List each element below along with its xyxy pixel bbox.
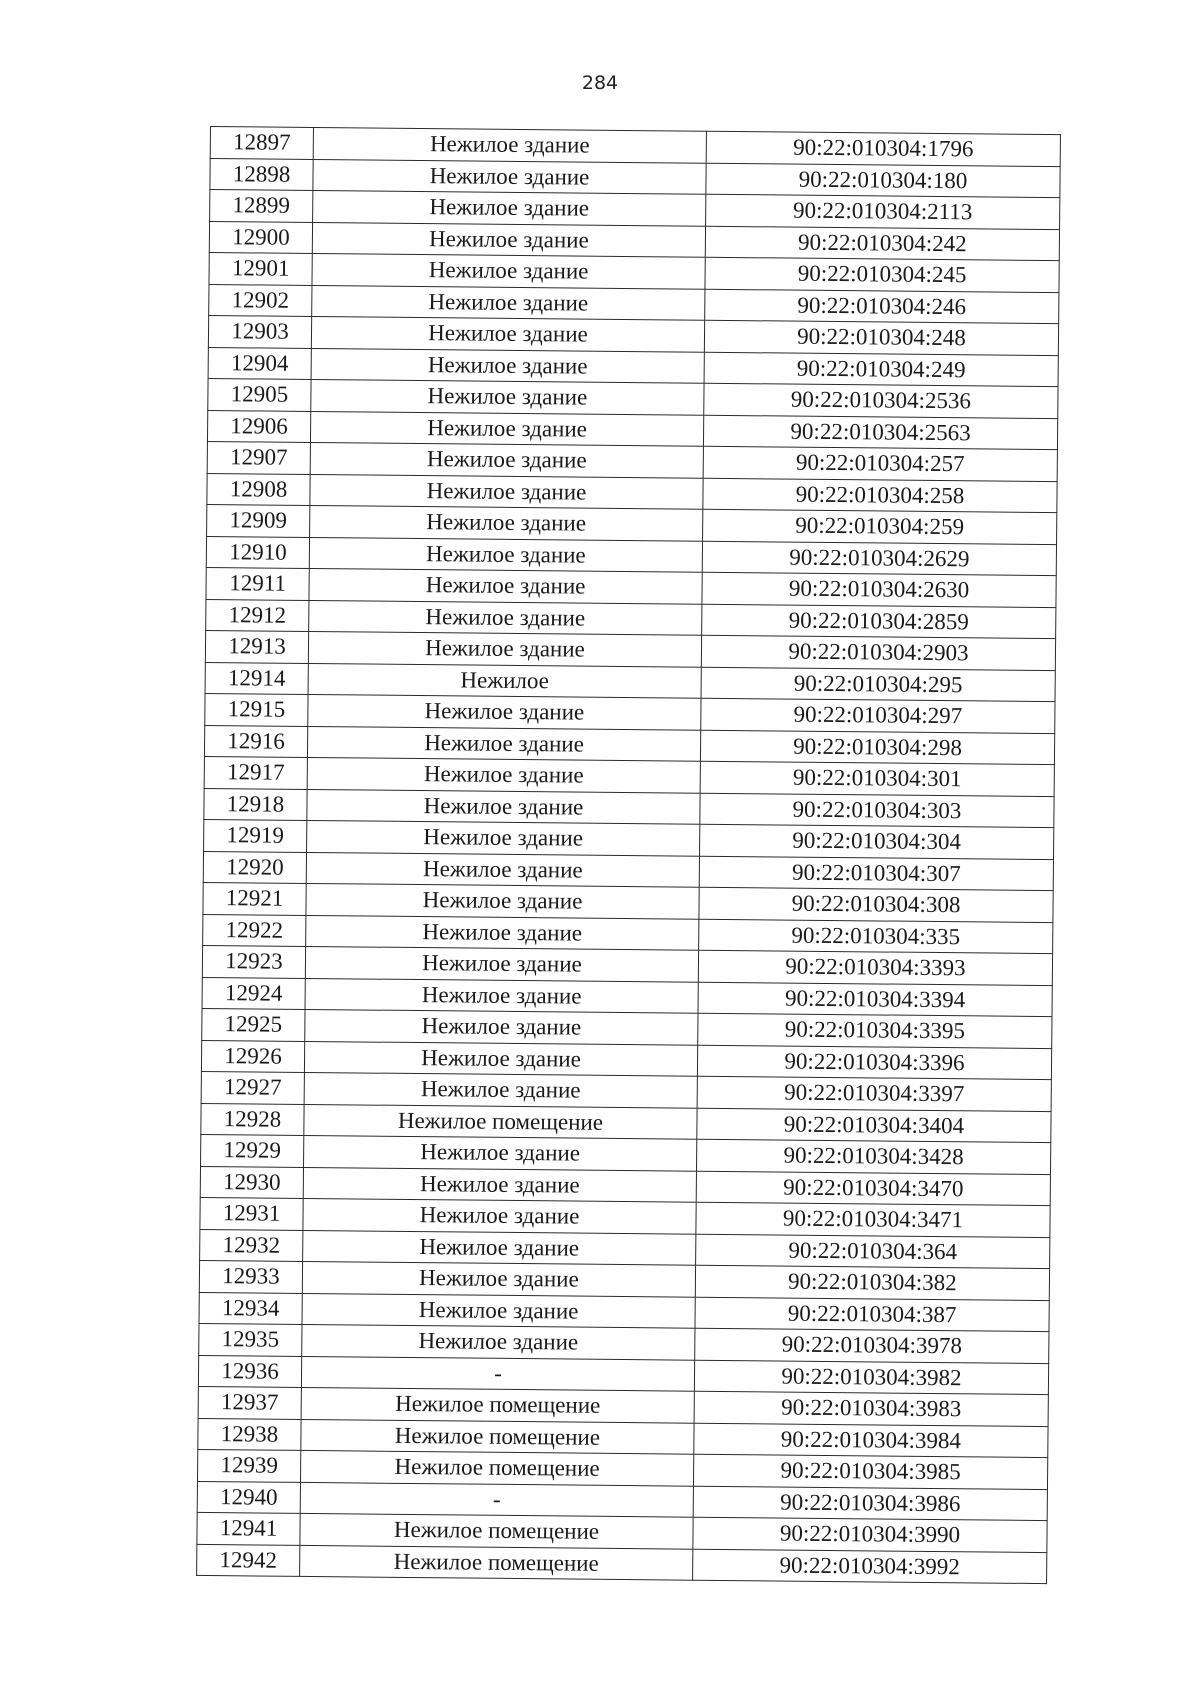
cadastral-number-cell: 90:22:010304:387 — [695, 1297, 1049, 1332]
object-type-cell: Нежилое здание — [311, 348, 704, 383]
cadastral-number-cell: 90:22:010304:382 — [695, 1265, 1049, 1300]
object-type-cell: Нежилое здание — [305, 1009, 698, 1044]
cadastral-number-cell: 90:22:010304:3990 — [693, 1517, 1047, 1552]
object-type-cell: Нежилое здание — [313, 159, 706, 194]
row-number-cell: 12905 — [208, 378, 311, 410]
cadastral-number-cell: 90:22:010304:2536 — [704, 383, 1058, 418]
row-number-cell: 12923 — [202, 945, 305, 977]
cadastral-number-cell: 90:22:010304:3470 — [696, 1171, 1050, 1206]
object-type-cell: Нежилое здание — [312, 253, 705, 288]
row-number-cell: 12908 — [207, 473, 310, 505]
row-number-cell: 12940 — [197, 1481, 300, 1513]
object-type-cell: Нежилое здание — [311, 379, 704, 414]
cadastral-number-cell: 90:22:010304:3992 — [693, 1549, 1047, 1584]
row-number-cell: 12907 — [207, 441, 310, 473]
row-number-cell: 12910 — [206, 536, 309, 568]
cadastral-number-cell: 90:22:010304:248 — [704, 320, 1058, 355]
object-type-cell: Нежилое здание — [313, 190, 706, 225]
object-type-cell: Нежилое помещение — [300, 1545, 693, 1580]
row-number-cell: 12922 — [203, 914, 306, 946]
cadastral-number-cell: 90:22:010304:245 — [705, 257, 1059, 292]
row-number-cell: 12931 — [200, 1197, 303, 1229]
cadastral-number-cell: 90:22:010304:3393 — [698, 950, 1052, 985]
row-number-cell: 12941 — [197, 1512, 300, 1544]
cadastral-number-cell: 90:22:010304:3471 — [696, 1202, 1050, 1237]
row-number-cell: 12929 — [201, 1134, 304, 1166]
cadastral-number-cell: 90:22:010304:246 — [705, 289, 1059, 324]
object-type-cell: Нежилое здание — [307, 726, 700, 761]
object-type-cell: Нежилое здание — [303, 1198, 696, 1233]
cadastral-number-cell: 90:22:010304:2563 — [703, 415, 1057, 450]
cadastral-number-cell: 90:22:010304:3404 — [697, 1108, 1051, 1143]
object-type-cell: Нежилое здание — [307, 757, 700, 792]
object-type-cell: Нежилое здание — [306, 915, 699, 950]
object-type-cell: Нежилое помещение — [301, 1387, 694, 1422]
row-number-cell: 12926 — [201, 1040, 304, 1072]
row-number-cell: 12904 — [208, 347, 311, 379]
object-type-cell: Нежилое здание — [304, 1041, 697, 1076]
object-type-cell: Нежилое здание — [302, 1293, 695, 1328]
row-number-cell: 12933 — [199, 1260, 302, 1292]
row-number-cell: 12938 — [198, 1418, 301, 1450]
cadastral-number-cell: 90:22:010304:2629 — [702, 541, 1056, 576]
object-type-cell: Нежилое здание — [302, 1261, 695, 1296]
row-number-cell: 12912 — [206, 599, 309, 631]
cadastral-number-cell: 90:22:010304:258 — [703, 478, 1057, 513]
object-type-cell: Нежилое здание — [305, 978, 698, 1013]
object-type-cell: Нежилое здание — [304, 1135, 697, 1170]
cadastral-number-cell: 90:22:010304:3982 — [694, 1360, 1048, 1395]
object-type-cell: Нежилое здание — [313, 127, 706, 162]
row-number-cell: 12918 — [204, 788, 307, 820]
cadastral-number-cell: 90:22:010304:301 — [700, 761, 1054, 796]
row-number-cell: 12924 — [202, 977, 305, 1009]
cadastral-number-cell: 90:22:010304:3984 — [694, 1423, 1048, 1458]
row-number-cell: 12937 — [198, 1386, 301, 1418]
cadastral-number-cell: 90:22:010304:3428 — [696, 1139, 1050, 1174]
object-type-cell: Нежилое здание — [308, 694, 701, 729]
row-number-cell: 12900 — [209, 221, 312, 253]
registry-table — [196, 126, 1061, 1584]
row-number-cell: 12939 — [197, 1449, 300, 1481]
cadastral-number-cell: 90:22:010304:3986 — [693, 1486, 1047, 1521]
row-number-cell: 12915 — [205, 693, 308, 725]
cadastral-number-cell: 90:22:010304:3396 — [697, 1045, 1051, 1080]
object-type-cell: Нежилое здание — [302, 1324, 695, 1359]
cadastral-number-cell: 90:22:010304:304 — [700, 824, 1054, 859]
cadastral-number-cell: 90:22:010304:307 — [699, 856, 1053, 891]
object-type-cell: Нежилое помещение — [301, 1419, 694, 1454]
object-type-cell: Нежилое здание — [312, 222, 705, 257]
object-type-cell: Нежилое здание — [309, 568, 702, 603]
object-type-cell: Нежилое здание — [311, 316, 704, 351]
registry-table-container — [196, 126, 1060, 1584]
cadastral-number-cell: 90:22:010304:3395 — [698, 1013, 1052, 1048]
object-type-cell: - — [301, 1356, 694, 1391]
row-number-cell: 12902 — [209, 284, 312, 316]
cadastral-number-cell: 90:22:010304:308 — [699, 887, 1053, 922]
row-number-cell: 12897 — [210, 127, 313, 159]
object-type-cell: Нежилое здание — [303, 1167, 696, 1202]
cadastral-number-cell: 90:22:010304:3983 — [694, 1391, 1048, 1426]
cadastral-number-cell: 90:22:010304:297 — [701, 698, 1055, 733]
object-type-cell: Нежилое здание — [306, 883, 699, 918]
object-type-cell: Нежилое здание — [309, 600, 702, 635]
row-number-cell: 12916 — [204, 725, 307, 757]
row-number-cell: 12920 — [203, 851, 306, 883]
row-number-cell: 12930 — [200, 1166, 303, 1198]
cadastral-number-cell: 90:22:010304:295 — [701, 667, 1055, 702]
cadastral-number-cell: 90:22:010304:3985 — [693, 1454, 1047, 1489]
object-type-cell: Нежилое здание — [306, 852, 699, 887]
object-type-cell: Нежилое — [308, 663, 701, 698]
cadastral-number-cell: 90:22:010304:3394 — [698, 982, 1052, 1017]
cadastral-number-cell: 90:22:010304:2113 — [706, 194, 1060, 229]
object-type-cell: Нежилое помещение — [300, 1450, 693, 1485]
cadastral-number-cell: 90:22:010304:2859 — [702, 604, 1056, 639]
row-number-cell: 12936 — [198, 1355, 301, 1387]
object-type-cell: Нежилое здание — [305, 946, 698, 981]
object-type-cell: Нежилое здание — [312, 285, 705, 320]
row-number-cell: 12942 — [197, 1544, 300, 1576]
cadastral-number-cell: 90:22:010304:242 — [705, 226, 1059, 261]
object-type-cell: Нежилое здание — [304, 1072, 697, 1107]
row-number-cell: 12898 — [210, 158, 313, 190]
object-type-cell: Нежилое здание — [309, 537, 702, 572]
object-type-cell: - — [300, 1482, 693, 1517]
row-number-cell: 12935 — [199, 1323, 302, 1355]
object-type-cell: Нежилое здание — [307, 820, 700, 855]
cadastral-number-cell: 90:22:010304:3397 — [697, 1076, 1051, 1111]
object-type-cell: Нежилое здание — [308, 631, 701, 666]
cadastral-number-cell: 90:22:010304:249 — [704, 352, 1058, 387]
row-number-cell: 12899 — [210, 190, 313, 222]
row-number-cell: 12932 — [200, 1229, 303, 1261]
object-type-cell: Нежилое помещение — [304, 1104, 697, 1139]
cadastral-number-cell: 90:22:010304:364 — [696, 1234, 1050, 1269]
cadastral-number-cell: 90:22:010304:303 — [700, 793, 1054, 828]
row-number-cell: 12909 — [207, 504, 310, 536]
cadastral-number-cell: 90:22:010304:259 — [703, 509, 1057, 544]
object-type-cell: Нежилое здание — [303, 1230, 696, 1265]
object-type-cell: Нежилое помещение — [300, 1513, 693, 1548]
row-number-cell: 12913 — [205, 630, 308, 662]
row-number-cell: 12901 — [209, 252, 312, 284]
cadastral-number-cell: 90:22:010304:3978 — [695, 1328, 1049, 1363]
cadastral-number-cell: 90:22:010304:1796 — [706, 131, 1060, 166]
object-type-cell: Нежилое здание — [310, 474, 703, 509]
row-number-cell: 12903 — [208, 315, 311, 347]
row-number-cell: 12934 — [199, 1292, 302, 1324]
cadastral-number-cell: 90:22:010304:2903 — [701, 635, 1055, 670]
row-number-cell: 12917 — [204, 756, 307, 788]
object-type-cell: Нежилое здание — [310, 411, 703, 446]
row-number-cell: 12928 — [201, 1103, 304, 1135]
cadastral-number-cell: 90:22:010304:2630 — [702, 572, 1056, 607]
row-number-cell: 12914 — [205, 662, 308, 694]
cadastral-number-cell: 90:22:010304:257 — [703, 446, 1057, 481]
object-type-cell: Нежилое здание — [307, 789, 700, 824]
registry-table-body — [197, 127, 1061, 1584]
row-number-cell: 12925 — [202, 1008, 305, 1040]
row-number-cell: 12919 — [204, 819, 307, 851]
row-number-cell: 12921 — [203, 882, 306, 914]
row-number-cell: 12911 — [206, 567, 309, 599]
cadastral-number-cell: 90:22:010304:298 — [700, 730, 1054, 765]
object-type-cell: Нежилое здание — [310, 505, 703, 540]
row-number-cell: 12906 — [207, 410, 310, 442]
object-type-cell: Нежилое здание — [310, 442, 703, 477]
cadastral-number-cell: 90:22:010304:335 — [699, 919, 1053, 954]
row-number-cell: 12927 — [201, 1071, 304, 1103]
cadastral-number-cell: 90:22:010304:180 — [706, 163, 1060, 198]
page-number: 284 — [581, 72, 619, 94]
